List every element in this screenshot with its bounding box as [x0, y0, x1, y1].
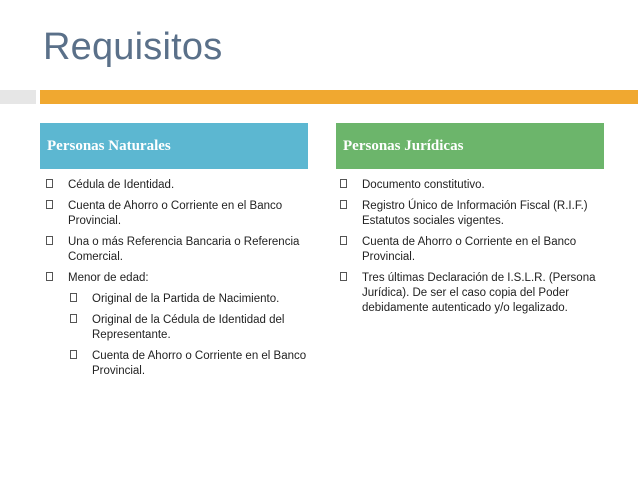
square-bullet-icon: [46, 179, 53, 188]
sub-list-item: [46, 313, 316, 343]
list-item-text: Original de la Partida de Nacimiento.: [92, 293, 280, 305]
square-bullet-icon: [340, 179, 347, 188]
list-item-text: Una o más Referencia Bancaria o Referencia Comercial.: [68, 236, 300, 263]
sub-list-item: [46, 349, 316, 379]
list-item: [46, 235, 316, 265]
square-bullet-icon: [70, 314, 77, 323]
list-item-text: Registro Único de Información Fiscal (R.I.F.) Estatutos sociales vigentes.: [362, 200, 588, 227]
list-item-text: Documento constitutivo.: [362, 179, 485, 191]
square-bullet-icon: [340, 272, 347, 281]
list-item-text: Original de la Cédula de Identidad del Representante.: [92, 314, 285, 341]
square-bullet-icon: [70, 293, 77, 302]
list-item: [340, 178, 605, 193]
natural-persons-list: [46, 178, 316, 385]
list-item: [340, 199, 605, 229]
list-item: [46, 178, 316, 193]
legal-persons-heading: Personas Jurídicas: [336, 123, 604, 169]
list-item: [340, 235, 605, 265]
list-item-text: Cuenta de Ahorro o Corriente en el Banco Provincial.: [68, 200, 283, 227]
legal-persons-list: [340, 178, 605, 322]
square-bullet-icon: [46, 200, 53, 209]
list-item-text: Tres últimas Declaración de I.S.L.R. (Persona Jurídica). De ser el caso copia del Poder debidamente autenticado y/o legalizado.: [362, 272, 596, 314]
natural-persons-heading: Personas Naturales: [40, 123, 308, 169]
square-bullet-icon: [340, 236, 347, 245]
square-bullet-icon: [46, 272, 53, 281]
square-bullet-icon: [70, 350, 77, 359]
page-title: Requisitos: [43, 26, 223, 68]
list-item-text: Cuenta de Ahorro o Corriente en el Banco Provincial.: [362, 236, 577, 263]
list-item-text: Menor de edad:: [68, 272, 149, 284]
title-divider-accent: [40, 90, 638, 104]
title-divider-gray: [0, 90, 36, 104]
list-item: [46, 199, 316, 229]
list-item: [340, 271, 605, 316]
list-item: [46, 271, 316, 286]
list-item-text: Cédula de Identidad.: [68, 179, 175, 191]
square-bullet-icon: [46, 236, 53, 245]
list-item-text: Cuenta de Ahorro o Corriente en el Banco Provincial.: [92, 350, 307, 377]
square-bullet-icon: [340, 200, 347, 209]
sub-list-item: [46, 292, 316, 307]
